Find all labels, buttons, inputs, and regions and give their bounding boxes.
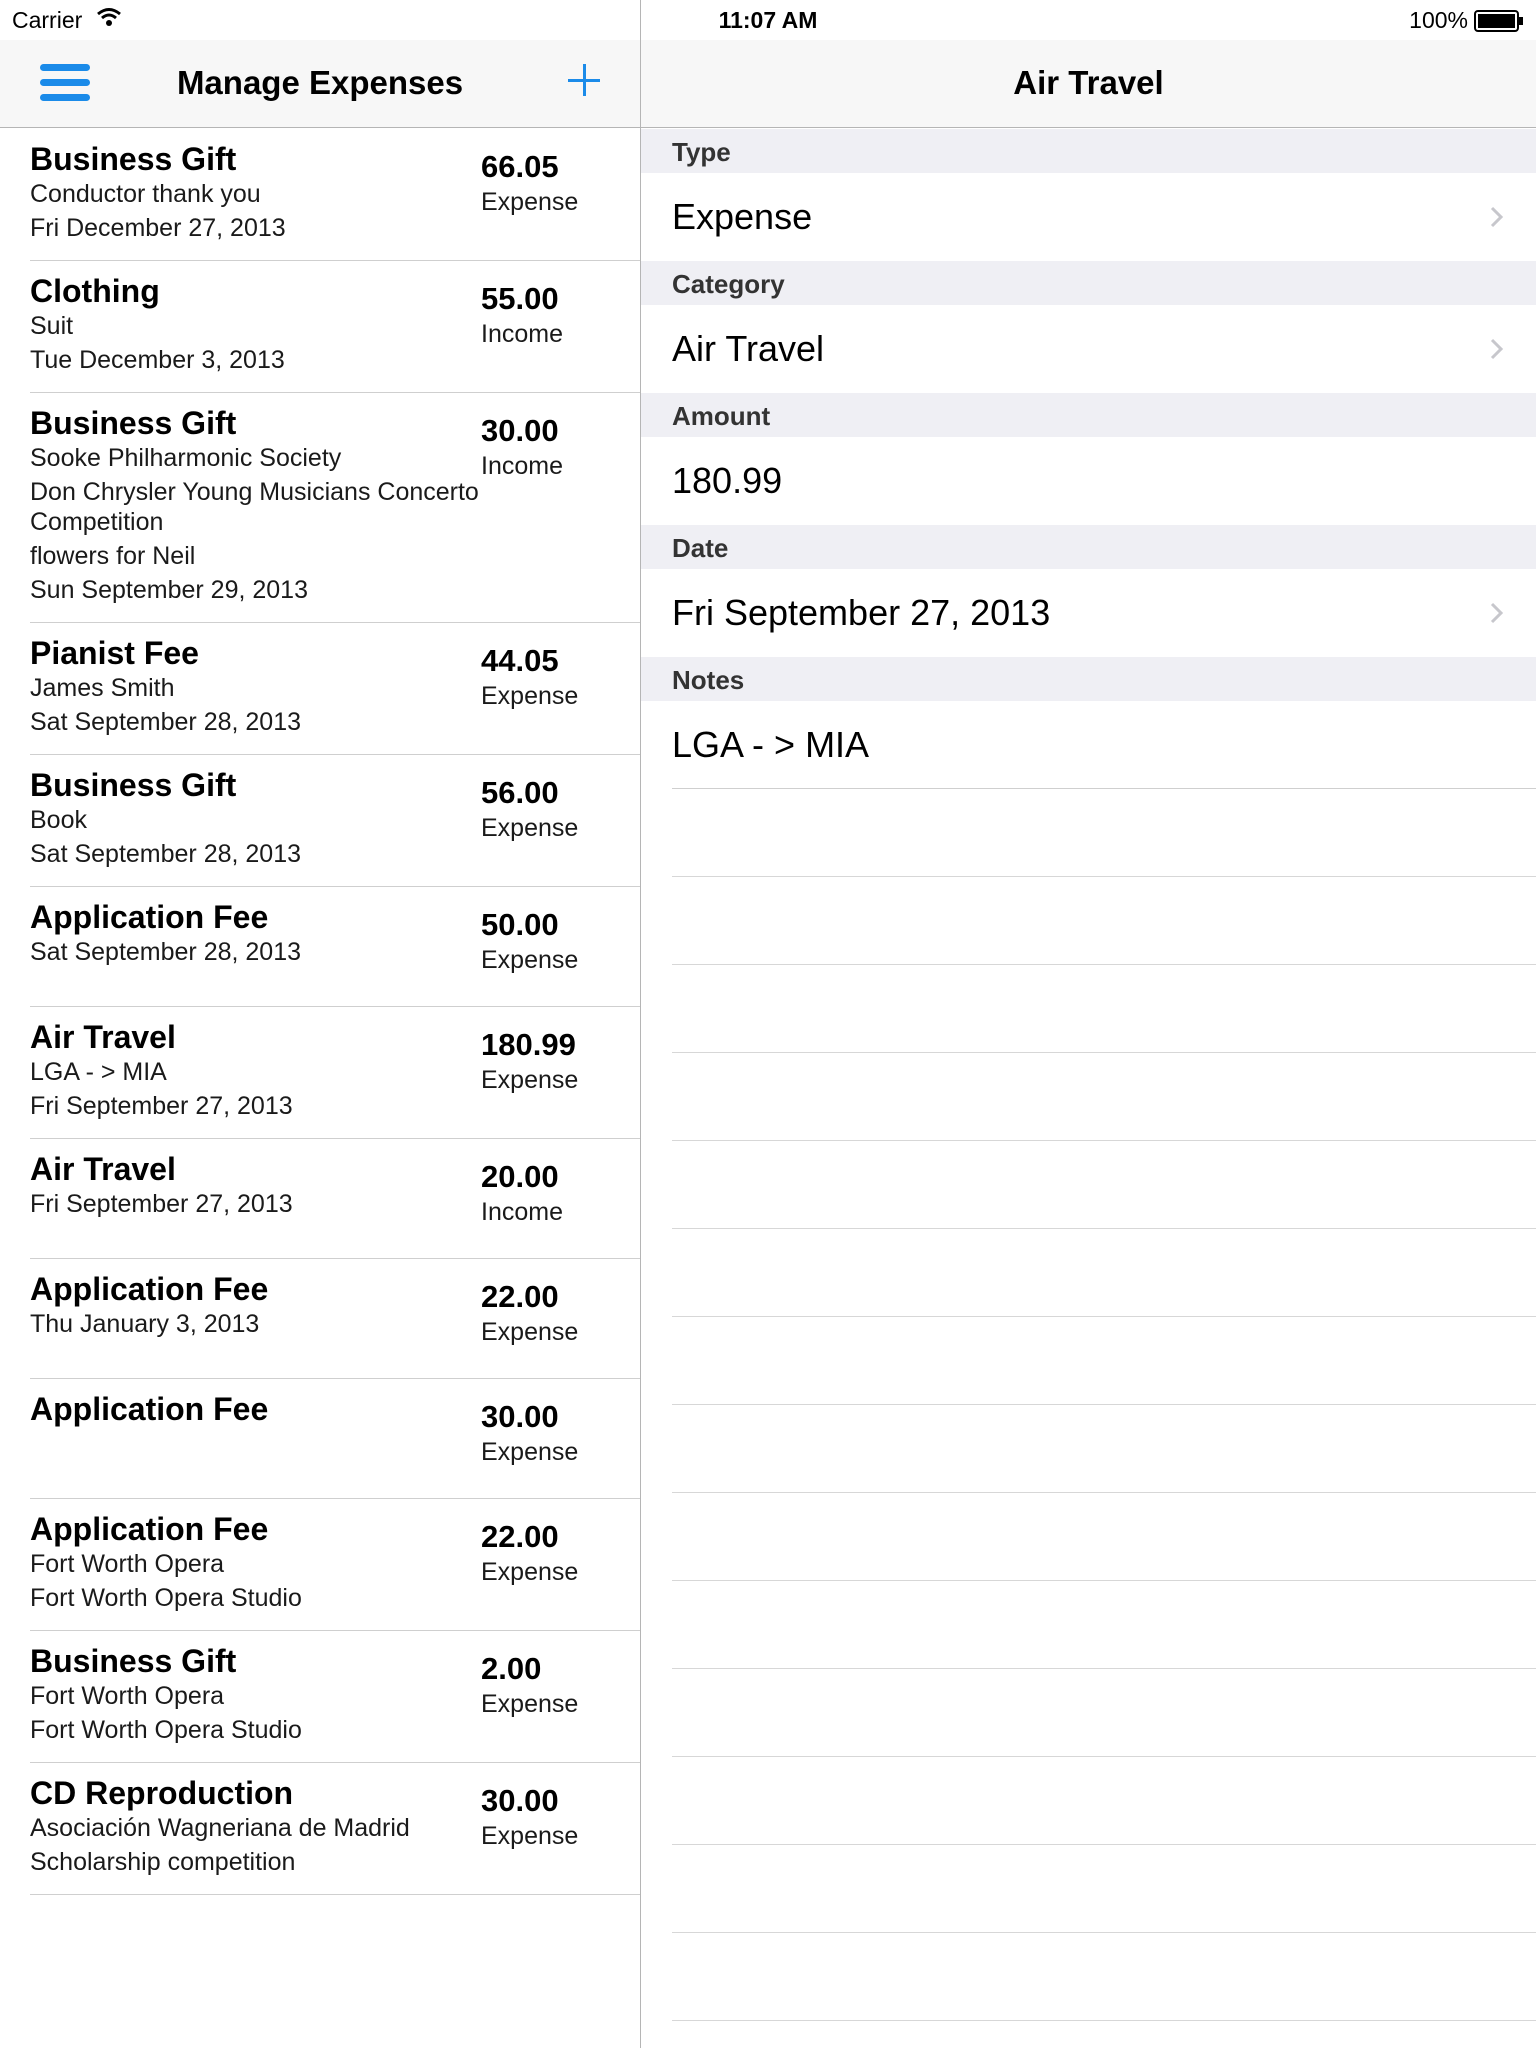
expense-detail-line: Fort Worth Opera Studio [30, 1584, 302, 1612]
expense-row-details [30, 1151, 530, 1221]
expense-row[interactable] [0, 1007, 640, 1139]
expense-kind: Expense [481, 1438, 579, 1466]
page-title: Manage Expenses [176, 64, 464, 101]
expense-kind: Expense [481, 946, 579, 974]
expense-row[interactable] [0, 1631, 640, 1763]
expense-row[interactable] [0, 1763, 640, 1895]
date-section-header: Date [641, 525, 1536, 569]
expense-amount: 20.00 [481, 1159, 559, 1194]
category-value: Air Travel [672, 328, 825, 369]
expense-detail-line: LGA - > MIA [30, 1058, 167, 1086]
expense-detail-line: Sooke Philharmonic Society [30, 444, 342, 472]
empty-table-row [641, 877, 1536, 965]
expense-title: Application Fee [30, 1391, 269, 1427]
expense-detail-line: Fri September 27, 2013 [30, 1092, 293, 1120]
expense-row-details [30, 1271, 530, 1341]
expense-amount: 22.00 [481, 1519, 559, 1554]
expense-amount: 30.00 [481, 1783, 559, 1818]
expense-title: Clothing [30, 273, 160, 309]
battery-percentage: 100% [1409, 7, 1468, 33]
type-section-header: Type [641, 129, 1536, 173]
expense-detail-line: Conductor thank you [30, 180, 261, 208]
expense-amount: 30.00 [481, 1399, 559, 1434]
expense-detail-line: Don Chrysler Young Musicians Concerto Competition [30, 478, 479, 536]
empty-table-row [641, 1229, 1536, 1317]
empty-table-row [641, 965, 1536, 1053]
expense-row[interactable] [0, 261, 640, 393]
expense-detail-line: Scholarship competition [30, 1848, 296, 1876]
expense-row[interactable] [0, 129, 640, 261]
expense-detail-line: Thu January 3, 2013 [30, 1310, 260, 1338]
expense-detail-line: Fri December 27, 2013 [30, 214, 286, 242]
expense-row-details [30, 1775, 530, 1879]
empty-table-row [641, 1053, 1536, 1141]
empty-table-row [641, 1757, 1536, 1845]
expense-row-details [30, 1511, 530, 1615]
expense-amount: 56.00 [481, 775, 559, 810]
expense-row-details [30, 1019, 530, 1123]
expense-kind: Expense [481, 1066, 579, 1094]
expense-detail-line: James Smith [30, 674, 175, 702]
expense-row[interactable] [0, 887, 640, 1007]
add-expense-button[interactable] [564, 60, 604, 100]
expense-kind: Expense [481, 1822, 579, 1850]
expense-kind: Income [481, 1198, 563, 1226]
expense-row[interactable] [0, 1139, 640, 1259]
expense-detail-line: Fri September 27, 2013 [30, 1190, 293, 1218]
type-value: Expense [672, 196, 813, 237]
expense-amount: 55.00 [481, 281, 559, 316]
empty-table-lines [641, 789, 1536, 2048]
expense-row[interactable] [0, 393, 640, 623]
chevron-right-icon [1484, 205, 1508, 229]
chevron-right-icon [1484, 337, 1508, 361]
date-value: Fri September 27, 2013 [672, 592, 1051, 633]
expense-row-details [30, 899, 530, 969]
expense-row[interactable] [0, 1379, 640, 1499]
empty-table-row [641, 1317, 1536, 1405]
expense-kind: Expense [481, 188, 579, 216]
expense-detail-line: Fort Worth Opera Studio [30, 1716, 302, 1744]
notes-value: LGA - > MIA [672, 724, 870, 765]
category-section-header: Category [641, 261, 1536, 305]
expense-title: CD Reproduction [30, 1775, 294, 1811]
expense-detail-line: Suit [30, 312, 74, 340]
expense-title: Application Fee [30, 1511, 269, 1547]
expense-detail-line: Sat September 28, 2013 [30, 708, 302, 736]
expense-row[interactable] [0, 1499, 640, 1631]
notes-section-header: Notes [641, 657, 1536, 701]
detail-title: Air Travel [1013, 64, 1164, 101]
expense-detail-line: Asociación Wagneriana de Madrid [30, 1814, 410, 1842]
expense-detail-line: Fort Worth Opera [30, 1550, 225, 1578]
amount-field[interactable] [641, 437, 1536, 525]
expense-amount: 30.00 [481, 413, 559, 448]
expense-detail-line: Sun September 29, 2013 [30, 576, 308, 604]
carrier-label: Carrier [12, 7, 83, 33]
empty-table-row [641, 1405, 1536, 1493]
date-field[interactable] [641, 569, 1536, 657]
expense-kind: Expense [481, 1558, 579, 1586]
expense-kind: Income [481, 452, 563, 480]
empty-table-row [641, 1669, 1536, 1757]
empty-table-row [641, 1141, 1536, 1229]
expense-kind: Expense [481, 1690, 579, 1718]
master-navigation-bar [0, 40, 640, 128]
expense-row-details [30, 635, 530, 739]
category-field[interactable] [641, 305, 1536, 393]
expense-title: Business Gift [30, 405, 237, 441]
empty-table-row [641, 1493, 1536, 1581]
expense-row[interactable] [0, 623, 640, 755]
expense-title: Application Fee [30, 899, 269, 935]
expense-row-details [30, 141, 530, 245]
master-pane [0, 0, 640, 2048]
expense-amount: 22.00 [481, 1279, 559, 1314]
detail-navigation-bar [641, 40, 1536, 128]
clock-time: 11:07 AM [718, 7, 818, 33]
expense-row-details [30, 1643, 530, 1747]
expense-amount: 2.00 [481, 1651, 542, 1686]
expense-detail-line: Fort Worth Opera [30, 1682, 225, 1710]
expense-row-details [30, 1391, 530, 1427]
expense-title: Business Gift [30, 1643, 237, 1679]
empty-table-row [641, 1933, 1536, 2021]
expense-amount: 66.05 [481, 149, 559, 184]
expense-title: Application Fee [30, 1271, 269, 1307]
expense-amount: 44.05 [481, 643, 559, 678]
expense-amount: 180.99 [481, 1027, 576, 1062]
expense-row[interactable] [0, 755, 640, 887]
hamburger-menu-icon[interactable] [40, 64, 90, 102]
expense-title: Pianist Fee [30, 635, 199, 671]
expense-row[interactable] [0, 1259, 640, 1379]
expense-row-details [30, 405, 530, 607]
expense-title: Air Travel [30, 1019, 176, 1055]
empty-table-row [641, 789, 1536, 877]
notes-field[interactable] [641, 701, 1536, 789]
expense-detail-line: Sat September 28, 2013 [30, 938, 302, 966]
expense-title: Business Gift [30, 767, 237, 803]
expense-title: Air Travel [30, 1151, 176, 1187]
expense-amount: 50.00 [481, 907, 559, 942]
expense-kind: Expense [481, 1318, 579, 1346]
expense-kind: Expense [481, 814, 579, 842]
expense-detail-line: Tue December 3, 2013 [30, 346, 285, 374]
empty-table-row [641, 1845, 1536, 1933]
expense-row-details [30, 273, 530, 377]
amount-section-header: Amount [641, 393, 1536, 437]
empty-table-row [641, 1581, 1536, 1669]
expense-list[interactable] [0, 129, 640, 2048]
amount-value: 180.99 [672, 460, 783, 501]
expense-detail-line: Sat September 28, 2013 [30, 840, 302, 868]
expense-kind: Expense [481, 682, 579, 710]
detail-pane [641, 0, 1536, 2048]
expense-row-details [30, 767, 530, 871]
expense-title: Business Gift [30, 141, 237, 177]
chevron-right-icon [1484, 601, 1508, 625]
expense-detail-line: Book [30, 806, 87, 834]
expense-form [641, 129, 1536, 2048]
expense-detail-line: flowers for Neil [30, 542, 196, 570]
expense-kind: Income [481, 320, 563, 348]
empty-table-row [641, 2021, 1536, 2048]
type-field[interactable] [641, 173, 1536, 261]
